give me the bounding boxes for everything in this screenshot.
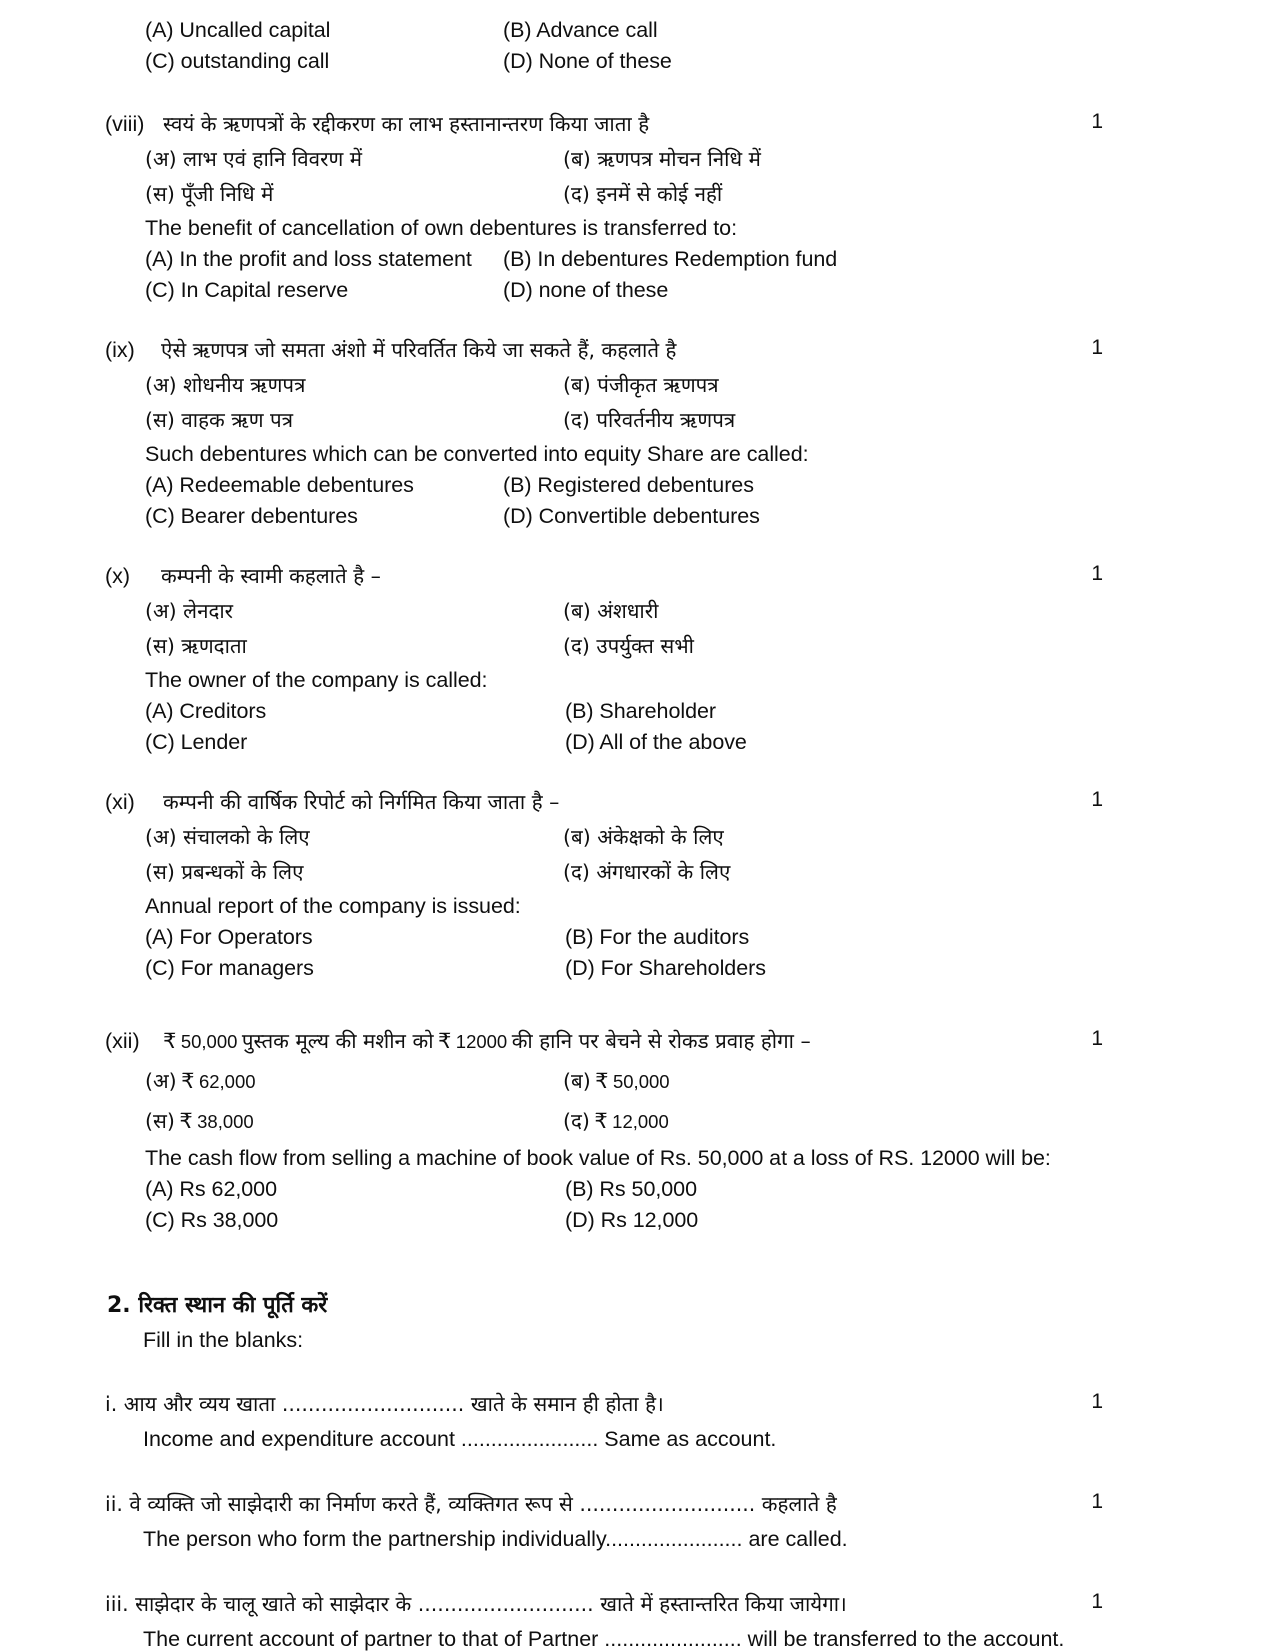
- option-label: (द): [563, 1109, 590, 1133]
- option-d-english: (D) Rs 12,000: [565, 1208, 699, 1232]
- amount-book-value: 50,000: [180, 1031, 238, 1052]
- option-row: [145, 406, 1215, 434]
- option-value: 12,000: [612, 1111, 669, 1132]
- section-2-heading-english: Fill in the blanks:: [143, 1328, 304, 1352]
- question-stem-english: The owner of the company is called:: [145, 668, 488, 692]
- option-d-hindi: (द) इनमें से कोई नहीं: [563, 182, 723, 206]
- option-c-hindi: (स) ऋणदाता: [145, 634, 247, 658]
- option-c-english: (C) For managers: [145, 956, 314, 980]
- option-row: [145, 1177, 1215, 1202]
- option-b-hindi: (ब) अंशधारी: [563, 599, 659, 623]
- option-row: [145, 180, 1215, 208]
- blank-marks: 1: [1091, 1590, 1103, 1613]
- option-b-hindi: (ब) अंकेक्षको के लिए: [563, 825, 724, 849]
- question-stem-hindi: कम्पनी की वार्षिक रिपोर्ट को निर्गमित किया जाता है –: [163, 790, 560, 814]
- english-options-block: [145, 1177, 1215, 1233]
- option-c-english: (C) Rs 38,000: [145, 1208, 279, 1232]
- question-stem-row: [105, 562, 1215, 590]
- question-stem-hindi: ऐसे ऋणपत्र जो समता अंशो में परिवर्तित किये जा सकते हैं, कहलाते है: [161, 338, 677, 362]
- option-b-hindi: (ब) ऋणपत्र मोचन निधि में: [563, 147, 761, 171]
- question-stem-hindi: [163, 1027, 811, 1055]
- english-options-block: [145, 699, 1215, 755]
- option-b-english: (B) In debentures Redemption fund: [503, 247, 838, 271]
- option-row: [145, 49, 1215, 74]
- english-options-block: [145, 247, 1215, 303]
- option-a-hindi: (अ) लेनदार: [145, 599, 234, 623]
- option-b-english: (B) For the auditors: [565, 925, 750, 949]
- question-ix: [105, 336, 1215, 529]
- option-c-english: (C) Bearer debentures: [145, 504, 358, 528]
- section-2-heading-hindi: 2. रिक्त स्थान की पूर्ति करें: [107, 1293, 328, 1318]
- option-row: [145, 145, 1215, 173]
- option-row: [145, 371, 1215, 399]
- option-b-english: (B) Shareholder: [565, 699, 717, 723]
- question-stem-english: Such debentures which can be converted into equity Share are called:: [145, 442, 809, 466]
- option-row: [145, 925, 1215, 950]
- option-row: [145, 730, 1215, 755]
- question-stem-hindi: स्वयं के ऋणपत्रों के रद्दीकरण का लाभ हस्तानान्तरण किया जाता है: [163, 112, 650, 136]
- hindi-options-block: [145, 145, 1215, 208]
- option-d: (D) None of these: [503, 49, 672, 73]
- blank-hindi: i. आय और व्यय खाता ............................ खाते के समान ही होता है।: [105, 1392, 664, 1416]
- option-c-hindi: (स) प्रबन्धकों के लिए: [145, 860, 304, 884]
- option-b-english: (B) Registered debentures: [503, 473, 754, 497]
- hindi-options-block: [145, 597, 1215, 660]
- option-label: (स): [145, 1109, 175, 1133]
- option-row: [145, 858, 1215, 886]
- option-c-hindi: [145, 1107, 563, 1135]
- blank-hindi: iii. साझेदार के चालू खाते को साझेदार के ........................... खाते में हस्तान्तरित किया जायेगा।: [105, 1592, 847, 1616]
- question-number: (xii): [105, 1029, 140, 1053]
- rupee-icon: ₹: [595, 1069, 609, 1093]
- question-marks: 1: [1091, 1027, 1103, 1050]
- blank-hindi: ii. वे व्यक्ति जो साझेदारी का निर्माण करते हैं, व्यक्तिगत रूप से ........................... कहलाते है: [105, 1492, 837, 1516]
- option-d-english: (D) All of the above: [565, 730, 747, 754]
- option-row: [145, 18, 1215, 43]
- blank-marks: 1: [1091, 1490, 1103, 1513]
- option-label: (ब): [563, 1069, 591, 1093]
- option-a-hindi: (अ) शोधनीय ऋणपत्र: [145, 373, 306, 397]
- rupee-icon: ₹: [437, 1029, 452, 1053]
- hindi-options-block: [145, 1067, 1215, 1135]
- question-stem-english: The benefit of cancellation of own debentures is transferred to:: [145, 216, 737, 240]
- rupee-icon: ₹: [181, 1069, 195, 1093]
- option-d-hindi: (द) परिवर्तनीय ऋणपत्र: [563, 408, 736, 432]
- carryover-options-block: [145, 18, 1215, 74]
- hindi-options-block: [145, 823, 1215, 886]
- option-c-hindi: (स) वाहक ऋण पत्र: [145, 408, 294, 432]
- blank-marks: 1: [1091, 1390, 1103, 1413]
- option-a-english: (A) Redeemable debentures: [145, 473, 414, 497]
- blank-item-ii: [105, 1490, 1215, 1552]
- blank-english: Income and expenditure account ....................... Same as account.: [143, 1427, 777, 1451]
- option-c-english: (C) In Capital reserve: [145, 278, 349, 302]
- question-x: [105, 562, 1215, 755]
- option-b-hindi: [563, 1067, 670, 1095]
- blank-english: The current account of partner to that of Partner ....................... will be transferred to the account.: [143, 1627, 1065, 1651]
- blank-item-i: [105, 1390, 1215, 1452]
- blank-item-iii: [105, 1590, 1215, 1652]
- question-stem-row: [105, 336, 1215, 364]
- option-value: 62,000: [198, 1071, 256, 1092]
- option-row: [145, 597, 1215, 625]
- question-marks: 1: [1091, 562, 1103, 585]
- option-a-english: (A) In the profit and loss statement: [145, 247, 472, 271]
- option-value: 38,000: [197, 1111, 254, 1132]
- option-row: [145, 1107, 1215, 1135]
- question-stem-row: [105, 110, 1215, 138]
- option-row: [145, 473, 1215, 498]
- rupee-icon: ₹: [594, 1109, 608, 1133]
- option-c-hindi: (स) पूँजी निधि में: [145, 182, 274, 206]
- question-stem-row: [105, 788, 1215, 816]
- option-b-hindi: (ब) पंजीकृत ऋणपत्र: [563, 373, 719, 397]
- option-row: [145, 632, 1215, 660]
- question-viii: [105, 110, 1215, 303]
- stem-part: की हानि पर बेचने से रोकड प्रवाह होगा –: [511, 1029, 811, 1053]
- option-value: 50,000: [612, 1071, 670, 1092]
- option-row: [145, 247, 1215, 272]
- question-number: (x): [105, 564, 131, 588]
- question-stem-english: Annual report of the company is issued:: [145, 894, 521, 918]
- english-options-block: [145, 925, 1215, 981]
- option-a-hindi: (अ) लाभ एवं हानि विवरण में: [145, 147, 363, 171]
- option-row: [145, 1208, 1215, 1233]
- option-a-hindi: [145, 1067, 563, 1095]
- stem-part: पुस्तक मूल्य की मशीन को: [241, 1029, 434, 1053]
- option-a: (A) Uncalled capital: [145, 18, 331, 42]
- question-stem-english: The cash flow from selling a machine of book value of Rs. 50,000 at a loss of RS. 12000 will be:: [145, 1146, 1051, 1170]
- question-number: (viii): [105, 112, 145, 136]
- blank-english: The person who form the partnership individually....................... are called.: [143, 1527, 848, 1551]
- option-b-english: (B) Rs 50,000: [565, 1177, 697, 1201]
- option-d-hindi: (द) अंगधारकों के लिए: [563, 860, 731, 884]
- question-stem-row: [105, 1027, 1215, 1055]
- option-a-hindi: (अ) संचालको के लिए: [145, 825, 310, 849]
- option-row: [145, 699, 1215, 724]
- option-d-hindi: [563, 1107, 669, 1135]
- option-b: (B) Advance call: [503, 18, 658, 42]
- option-label: (अ): [145, 1069, 177, 1093]
- option-a-english: (A) Creditors: [145, 699, 267, 723]
- option-a-english: (A) For Operators: [145, 925, 313, 949]
- question-xi: [105, 788, 1215, 981]
- question-marks: 1: [1091, 110, 1103, 133]
- question-marks: 1: [1091, 788, 1103, 811]
- option-d-english: (D) none of these: [503, 278, 669, 302]
- option-c-english: (C) Lender: [145, 730, 248, 754]
- question-number: (ix): [105, 338, 135, 362]
- section-2: [105, 1289, 1215, 1652]
- question-xii: [105, 1027, 1215, 1233]
- option-row: [145, 278, 1215, 303]
- option-row: [145, 823, 1215, 851]
- option-a-english: (A) Rs 62,000: [145, 1177, 277, 1201]
- hindi-options-block: [145, 371, 1215, 434]
- option-row: [145, 956, 1215, 981]
- option-row: [145, 1067, 1215, 1095]
- question-number: (xi): [105, 790, 135, 814]
- question-stem-hindi: कम्पनी के स्वामी कहलाते है –: [161, 564, 381, 588]
- option-row: [145, 504, 1215, 529]
- option-c: (C) outstanding call: [145, 49, 330, 73]
- rupee-icon: ₹: [163, 1029, 177, 1053]
- option-d-english: (D) Convertible debentures: [503, 504, 760, 528]
- rupee-icon: ₹: [179, 1109, 193, 1133]
- question-marks: 1: [1091, 336, 1103, 359]
- amount-loss: 12000: [455, 1031, 508, 1052]
- option-d-hindi: (द) उपर्युक्त सभी: [563, 634, 694, 658]
- english-options-block: [145, 473, 1215, 529]
- option-d-english: (D) For Shareholders: [565, 956, 766, 980]
